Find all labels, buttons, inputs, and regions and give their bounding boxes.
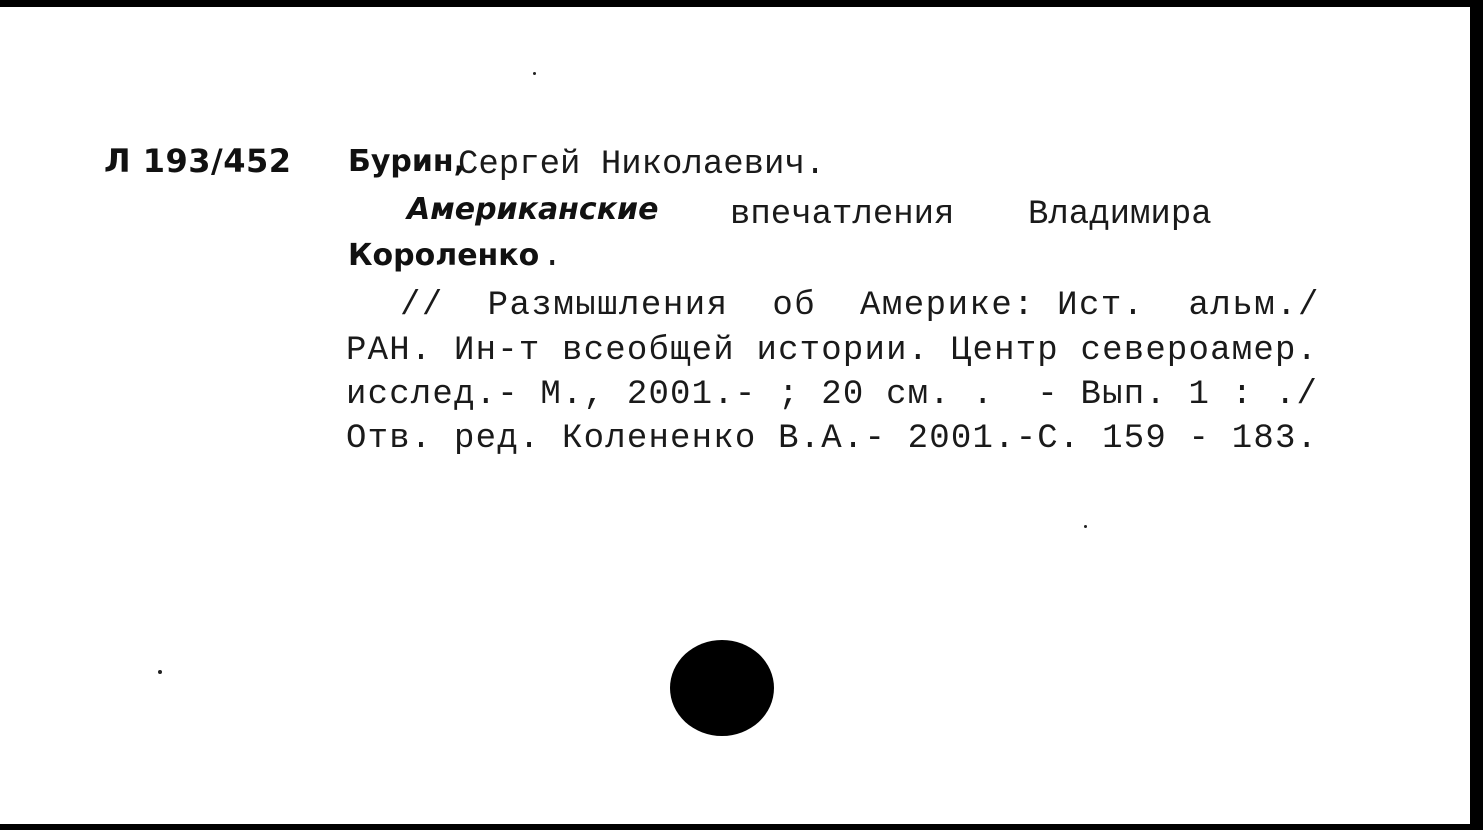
title-word-1: Американские — [407, 192, 659, 227]
ink-speck — [158, 670, 162, 674]
card-top-edge — [0, 0, 1483, 7]
punch-hole — [670, 640, 774, 736]
author-given-names: Сергей Николаевич. — [458, 146, 826, 184]
title-line-2: Короленко — [348, 238, 540, 273]
title-word-3: Владимира — [1028, 196, 1212, 234]
card-bottom-edge — [0, 824, 1483, 830]
description-line: Отв. ред. Колененко В.А.- 2001.-С. 159 - 183. — [346, 420, 1319, 458]
ink-speck — [1084, 525, 1087, 528]
title-line-2-dot: . — [542, 238, 563, 276]
ink-speck — [533, 72, 536, 75]
card-right-edge — [1470, 0, 1483, 830]
shelfmark: Л 193/452 — [104, 142, 292, 180]
description-line: // Размышления об Америке: Ист. альм./ — [400, 287, 1320, 325]
author-surname: Бурин, — [348, 144, 466, 179]
description-line: РАН. Ин-т всеобщей истории. Центр североамер. — [346, 332, 1319, 370]
title-word-2: впечатления — [730, 196, 955, 234]
description-line: исслед.- М., 2001.- ; 20 см. . - Вып. 1 : ./ — [346, 376, 1319, 414]
